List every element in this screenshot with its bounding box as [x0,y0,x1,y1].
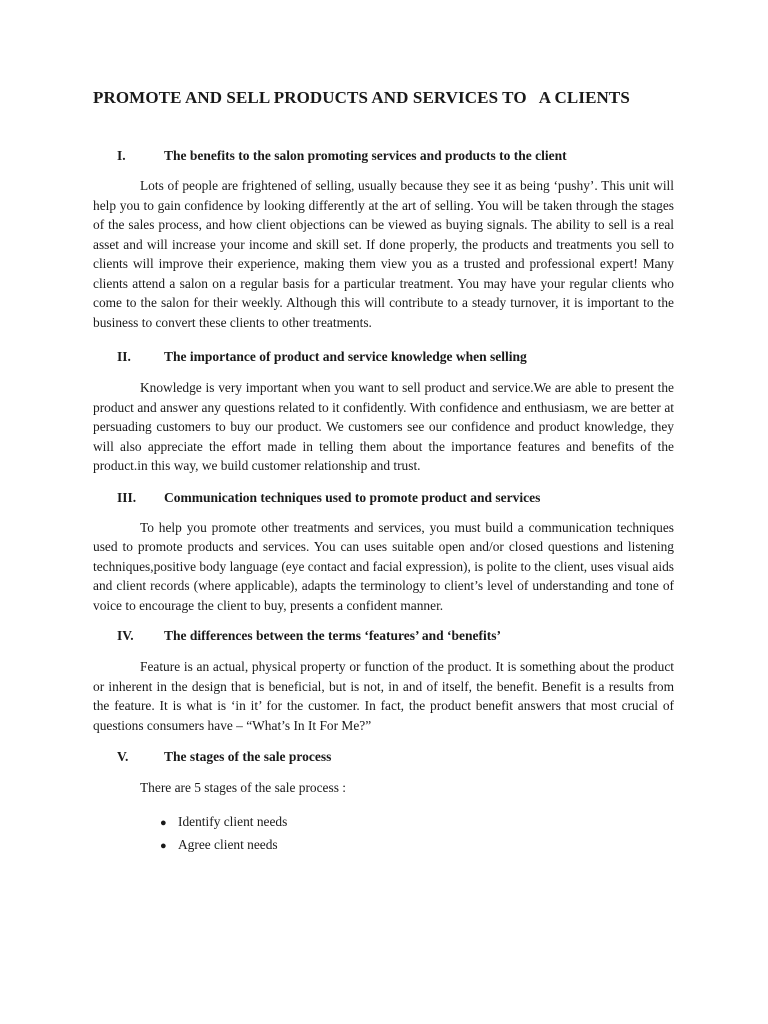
section-title: The stages of the sale process [164,749,332,764]
section-number: I. [117,148,126,163]
section-5 [93,747,674,857]
section-number: V. [117,749,129,764]
section-heading [93,626,674,646]
section-2 [93,347,674,476]
section-number: IV. [117,628,134,643]
section-heading [93,347,674,367]
list-item-text: Agree client needs [178,836,278,852]
section-body: To help you promote other treatments and services, you must build a communication techniques used to promote products and services. You can uses suitable open and/or closed questions and listening techniques,positive body language (eye contact and facial expression), is polite to the client, uses visual aids and client records (where applicable), adapts the terminology to client’s level of understanding and tone of voice to encourage the client to buy, presents a confident manner. [93,519,674,613]
list-item [93,811,674,834]
section-number: III. [117,489,137,505]
section-body: Feature is an actual, physical property or function of the product. It is something about the product or inherent in the design that is beneficial, but is not, in and of itself, the benefit. Benefit is a results from the feature. It is what is ‘in it’ for the customer. In fact, the product benefit answers that most crucial of questions consumers have – “What’s In It For Me?” [93,659,674,733]
section-title: The differences between the terms ‘features’ and ‘benefits’ [164,628,502,643]
section-4 [93,626,674,735]
section-heading [93,488,674,508]
section-1 [93,146,674,332]
section-title: Communication techniques used to promote product and services [164,489,541,505]
section-3 [93,488,674,616]
list-item-text: Identify client needs [178,813,288,829]
bullet-icon: ● [160,839,167,852]
document-page [93,86,674,857]
document-title: PROMOTE AND SELL PRODUCTS AND SERVICES TO A CLIENTS [93,88,630,107]
section-body: Lots of people are frightened of selling, usually because they see it as being ‘pushy’. This unit will help you to gain confidence by looking differently at the art of selling. You will be taken through the stages of the sales process, and how client objections can be viewed as buying signals. The ability to sell is a real asset and will increase your income and skill set. If done properly, the products and treatments you sell to clients will improve their experience, making them view you as a trusted and professional expert! Many clients attend a salon on a regular basis for a particular treatment. You may have your regular clients who come to the salon for their weekly. Although this will contribute to a steady turnover, it is important to the business to convert these clients to other treatments. [93,178,674,330]
section-heading [93,747,674,767]
list-item [93,834,674,857]
section-body: Knowledge is very important when you want to sell product and service.We are able to present the product and answer any questions related to it confidently. With confidence and enthusiasm, we are better at persuading customers to buy our product. We customers see our confidence and product knowledge, they will also appreciate the effort made in telling them about the importance features and benefits of the product.in this way, we build customer relationship and trust. [93,380,674,473]
bullet-icon: ● [160,816,167,829]
stages-intro: There are 5 stages of the sale process : [140,780,346,795]
section-heading [93,146,674,166]
stages-list [93,811,674,857]
section-number: II. [117,349,131,364]
section-title: The importance of product and service knowledge when selling [164,349,527,364]
section-title: The benefits to the salon promoting services and products to the client [164,148,567,163]
